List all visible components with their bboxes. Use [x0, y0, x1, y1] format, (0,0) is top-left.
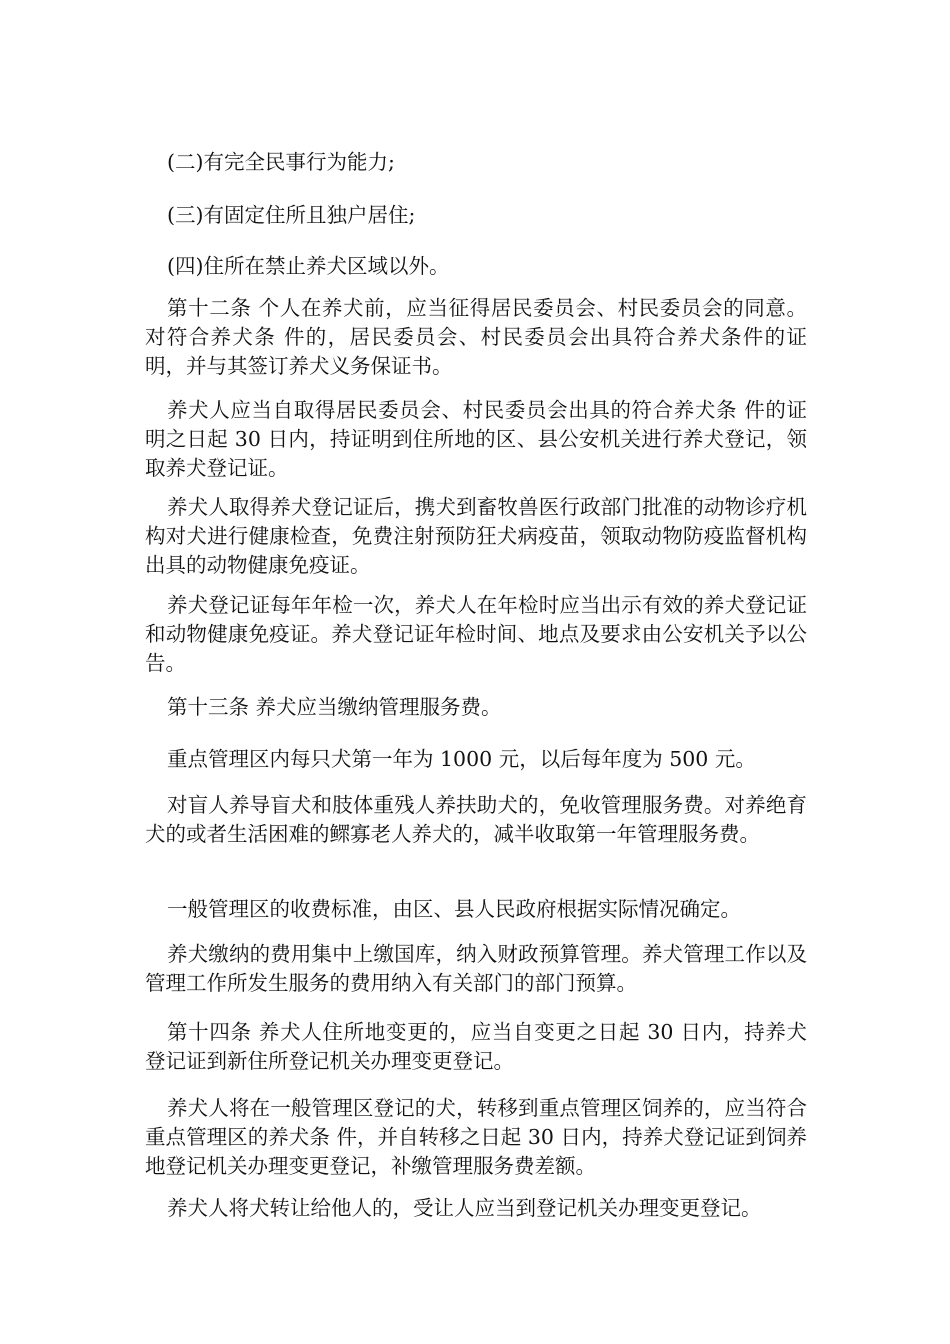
paragraph-health-check: 养犬人取得养犬登记证后，携犬到畜牧兽医行政部门批准的动物诊疗机构对犬进行健康检查，免费注射预防狂犬病疫苗，领取动物防疫监督机构出具的动物健康免疫证。	[145, 495, 807, 577]
paragraph-ownership-transfer: 养犬人将犬转让给他人的，受让人应当到登记机关办理变更登记。	[167, 1196, 762, 1220]
paragraph-zone: (四)住所在禁止养犬区域以外。	[167, 254, 450, 278]
paragraph-capacity: (二)有完全民事行为能力;	[167, 150, 395, 174]
paragraph-article-12: 第十二条 个人在养犬前，应当征得居民委员会、村民委员会的同意。对符合养犬条 件的，居民委员会、村民委员会出具符合养犬条件的证明，并与其签订养犬义务保证书。	[145, 296, 807, 378]
paragraph-fee-amount: 重点管理区内每只犬第一年为 1000 元，以后每年度为 500 元。	[167, 747, 756, 771]
paragraph-zone-transfer: 养犬人将在一般管理区登记的犬，转移到重点管理区饲养的，应当符合重点管理区的养犬条 件，并自转移之日起 30 日内，持养犬登记证到饲养地登记机关办理变更登记，补缴管理服务费差额。	[145, 1096, 807, 1178]
paragraph-registration: 养犬人应当自取得居民委员会、村民委员会出具的符合养犬条 件的证明之日起 30 日内，持证明到住所地的区、县公安机关进行养犬登记，领取养犬登记证。	[145, 398, 807, 480]
paragraph-residence: (三)有固定住所且独户居住;	[167, 203, 416, 227]
paragraph-article-14: 第十四条 养犬人住所地变更的，应当自变更之日起 30 日内，持养犬登记证到新住所登记机关办理变更登记。	[145, 1020, 807, 1073]
paragraph-fee-budget: 养犬缴纳的费用集中上缴国库，纳入财政预算管理。养犬管理工作以及管理工作所发生服务的费用纳入有关部门的部门预算。	[145, 942, 807, 995]
paragraph-general-zone-fee: 一般管理区的收费标准，由区、县人民政府根据实际情况确定。	[167, 897, 741, 921]
paragraph-article-13: 第十三条 养犬应当缴纳管理服务费。	[167, 695, 502, 719]
paragraph-fee-exemption: 对盲人养导盲犬和肢体重残人养扶助犬的，免收管理服务费。对养绝育犬的或者生活困难的鳏寡老人养犬的，减半收取第一年管理服务费。	[145, 793, 807, 846]
paragraph-annual-inspection: 养犬登记证每年年检一次，养犬人在年检时应当出示有效的养犬登记证和动物健康免疫证。养犬登记证年检时间、地点及要求由公安机关予以公告。	[145, 593, 807, 675]
